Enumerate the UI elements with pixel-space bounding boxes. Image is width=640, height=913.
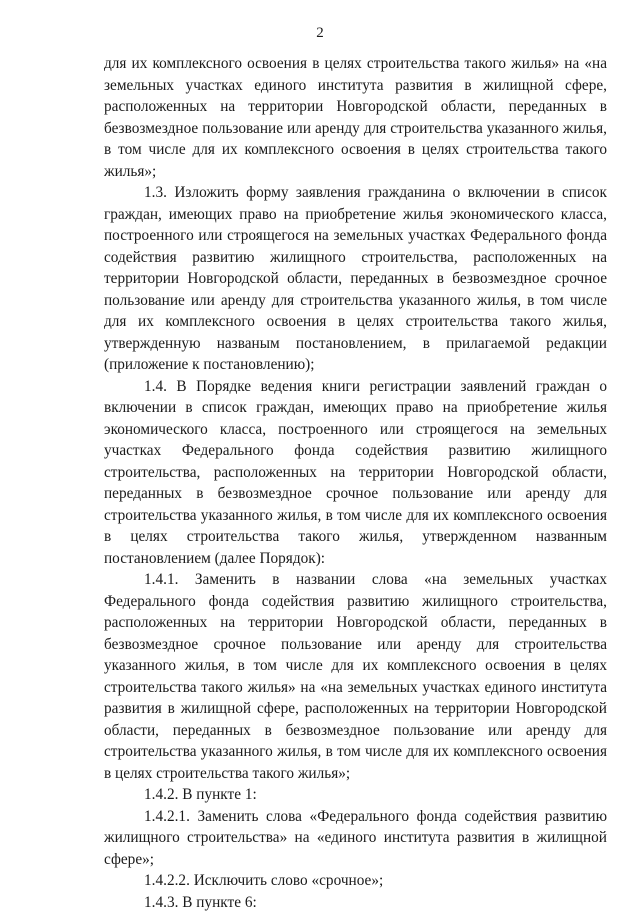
document-body [104,53,607,913]
paragraph-continuation: для их комплексного освоения в целях строительства такого жилья» на «на земельных участках единого института развития в жилищной сфере, расположенных на территории Новгородской области, переданных в безвозмездное пользование или аренду для строительства указанного жилья, в том числе для их комплексного освоения в целях строительства такого жилья»; [104,53,607,182]
paragraph-item-1-4-2-2: 1.4.2.2. Исключить слово «срочное»; [104,870,607,892]
paragraph-item-1-4-2: 1.4.2. В пункте 1: [104,784,607,806]
paragraph-item-1-4-1: 1.4.1. Заменить в названии слова «на земельных участках Федерального фонда содействия развитию жилищного строительства, расположенных на территории Новгородской области, переданных в безвозмездное срочное пользование или аренду для строительства указанного жилья, в том числе для их комплексного освоения в целях строительства такого жилья» на «на земельных участках единого института развития в жилищной сфере, расположенных на территории Новгородской области, переданных в безвозмездное пользование или аренду для строительства указанного жилья, в том числе для их комплексного освоения в целях строительства такого жилья»; [104,569,607,784]
page-number: 2 [0,24,640,42]
paragraph-item-1-4: 1.4. В Порядке ведения книги регистрации заявлений граждан о включении в список граждан, имеющих право на приобретение жилья экономического класса, построенного или строящегося на земельных участках Федерального фонда содействия развитию жилищного строительства, расположенных на территории Новгородской области, переданных в безвозмездное срочное пользование или аренду для строительства указанного жилья, в том числе для их комплексного освоения в целях строительства такого жилья, утвержденном названным постановлением (далее Порядок): [104,376,607,570]
paragraph-item-1-4-3: 1.4.3. В пункте 6: [104,892,607,913]
paragraph-item-1-4-2-1: 1.4.2.1. Заменить слова «Федерального фонда содействия развитию жилищного строительства» на «единого института развития в жилищной сфере»; [104,806,607,871]
paragraph-item-1-3: 1.3. Изложить форму заявления гражданина о включении в список граждан, имеющих право на приобретение жилья экономического класса, построенного или строящегося на земельных участках Федерального фонда содействия развитию жилищного строительства, расположенных на территории Новгородской области, переданных в безвозмездное срочное пользование или аренду для строительства указанного жилья, в том числе для их комплексного освоения в целях строительства такого жилья, утвержденную названым постановлением, в прилагаемой редакции (приложение к постановлению); [104,182,607,376]
